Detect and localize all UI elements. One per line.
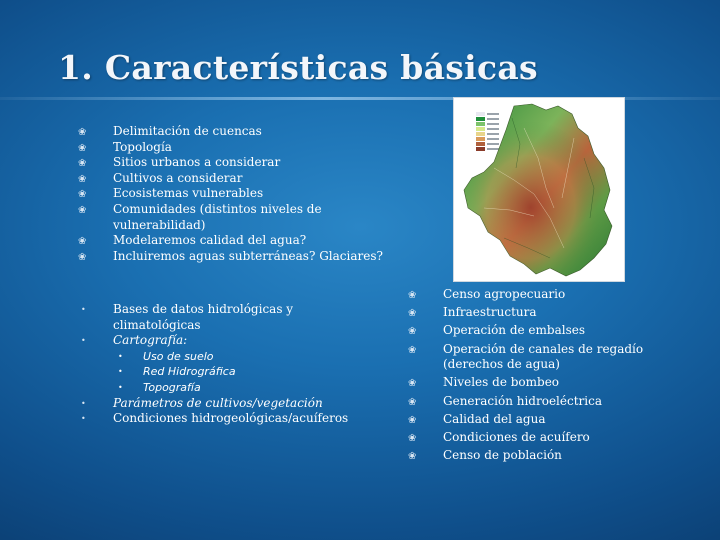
list-item bbox=[408, 342, 648, 373]
wheel-bullet-icon: ❀ bbox=[78, 251, 87, 263]
list-item bbox=[408, 448, 648, 464]
list-item bbox=[78, 124, 408, 140]
list-item-text: Sitios urbanos a considerar bbox=[113, 155, 281, 170]
list-item-text: Operación de embalses bbox=[443, 323, 586, 338]
list-item bbox=[78, 396, 378, 412]
data-sources-list bbox=[78, 302, 378, 427]
dot-bullet-icon: • bbox=[81, 305, 86, 314]
list-item-text: Parámetros de cultivos/vegetación bbox=[113, 395, 323, 410]
dot-bullet-icon: • bbox=[118, 351, 123, 361]
sublist-item-text: Topografía bbox=[143, 380, 201, 394]
dot-bullet-icon: • bbox=[81, 336, 86, 346]
list-item-text: Condiciones de acuífero bbox=[443, 429, 590, 444]
list-item bbox=[78, 171, 408, 187]
list-item-text: Generación hidroeléctrica bbox=[443, 393, 602, 408]
list-item bbox=[408, 394, 648, 410]
list-item bbox=[408, 412, 648, 428]
wheel-bullet-icon: ❀ bbox=[408, 290, 417, 301]
wheel-bullet-icon: ❀ bbox=[408, 326, 417, 338]
list-item bbox=[78, 140, 408, 156]
wheel-bullet-icon: ❀ bbox=[408, 378, 417, 390]
dot-bullet-icon: • bbox=[118, 382, 123, 392]
list-item bbox=[78, 155, 408, 171]
list-item-text: Censo de población bbox=[443, 448, 562, 463]
wheel-bullet-icon: ❀ bbox=[78, 236, 87, 248]
list-item bbox=[78, 202, 408, 233]
wheel-bullet-icon: ❀ bbox=[408, 414, 417, 426]
slide-title: 1. Características básicas bbox=[58, 48, 538, 87]
characteristics-list bbox=[78, 124, 408, 264]
list-item bbox=[408, 305, 648, 321]
list-item bbox=[78, 333, 378, 395]
dot-bullet-icon: • bbox=[81, 398, 86, 408]
list-item-text: Ecosistemas vulnerables bbox=[113, 186, 264, 201]
wheel-bullet-icon: ❀ bbox=[408, 308, 417, 320]
wheel-bullet-icon: ❀ bbox=[408, 451, 417, 463]
list-item bbox=[78, 233, 408, 249]
list-item-text: Niveles de bombeo bbox=[443, 375, 560, 390]
sublist-item bbox=[113, 364, 378, 380]
list-item-text: Cultivos a considerar bbox=[113, 170, 243, 185]
sublist-item-text: Uso de suelo bbox=[143, 349, 214, 363]
wheel-bullet-icon: ❀ bbox=[408, 396, 417, 408]
cartography-sublist bbox=[113, 349, 378, 396]
list-item-text: Condiciones hidrogeológicas/acuíferos bbox=[113, 411, 349, 426]
list-item bbox=[78, 411, 378, 427]
elevation-map-graphic bbox=[454, 98, 624, 281]
list-item bbox=[78, 302, 378, 333]
list-item bbox=[78, 249, 408, 265]
list-item-text: Infraestructura bbox=[443, 305, 537, 320]
map-legend bbox=[476, 112, 499, 151]
wheel-bullet-icon: ❀ bbox=[78, 127, 87, 138]
dot-bullet-icon: • bbox=[118, 367, 123, 377]
dot-bullet-icon: • bbox=[81, 414, 86, 424]
wheel-bullet-icon: ❀ bbox=[408, 344, 417, 356]
wheel-bullet-icon: ❀ bbox=[78, 189, 87, 201]
sublist-item bbox=[113, 380, 378, 396]
operations-list bbox=[408, 287, 648, 466]
list-item bbox=[78, 186, 408, 202]
wheel-bullet-icon: ❀ bbox=[408, 432, 417, 444]
elevation-map-image bbox=[453, 97, 625, 282]
sublist-item-text: Red Hidrográfica bbox=[143, 365, 236, 379]
list-item-text: Delimitación de cuencas bbox=[113, 124, 262, 138]
sublist-item bbox=[113, 349, 378, 365]
list-item bbox=[408, 430, 648, 446]
list-item-text: Censo agropecuario bbox=[443, 287, 566, 301]
wheel-bullet-icon: ❀ bbox=[78, 204, 87, 216]
list-item-text: Comunidades (distintos niveles de vulnerabilidad) bbox=[113, 201, 322, 232]
list-item-text: Incluiremos aguas subterráneas? Glaciares? bbox=[113, 248, 383, 263]
list-item-text: Cartografía: bbox=[113, 333, 188, 348]
list-item bbox=[408, 287, 648, 303]
wheel-bullet-icon: ❀ bbox=[78, 142, 87, 154]
list-item-text: Operación de canales de regadío (derechos de agua) bbox=[443, 341, 644, 372]
wheel-bullet-icon: ❀ bbox=[78, 158, 87, 170]
wheel-bullet-icon: ❀ bbox=[78, 173, 87, 185]
list-item bbox=[408, 323, 648, 339]
list-item-text: Bases de datos hidrológicas y climatológicas bbox=[113, 302, 294, 332]
list-item bbox=[408, 375, 648, 391]
list-item-text: Calidad del agua bbox=[443, 411, 546, 426]
list-item-text: Topología bbox=[113, 139, 172, 154]
list-item-text: Modelaremos calidad del agua? bbox=[113, 233, 307, 248]
